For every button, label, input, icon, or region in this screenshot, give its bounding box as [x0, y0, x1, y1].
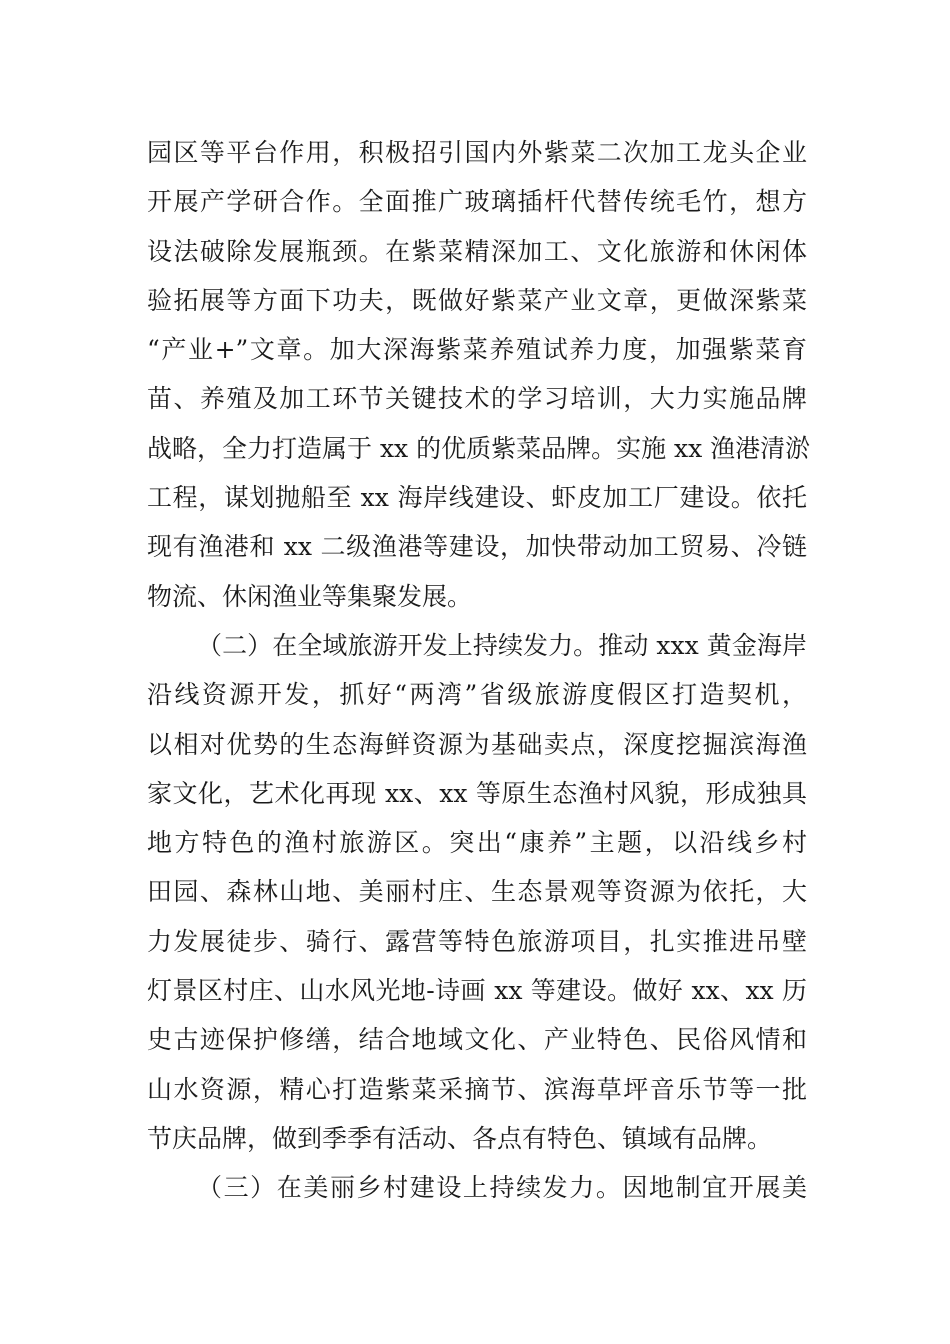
section-heading-line: （三）在美丽乡村建设上持续发力。因地制宜开展美 — [197, 1173, 807, 1203]
text-line: 史古迹保护修缮，结合地域文化、产业特色、民俗风情和 — [147, 1025, 807, 1055]
text-line: 灯景区村庄、山水风光地-诗画 xx 等建设。做好 xx、xx 历 — [147, 976, 807, 1006]
text-line: 物流、休闲渔业等集聚发展。 — [147, 581, 473, 611]
text-line: 地方特色的渔村旅游区。突出“康养”主题，以沿线乡村 — [147, 828, 807, 858]
text-line: 田园、森林山地、美丽村庄、生态景观等资源为依托，大 — [147, 877, 807, 907]
text-line: 战略，全力打造属于 xx 的优质紫菜品牌。实施 xx 渔港清淤 — [147, 433, 811, 463]
body-text — [147, 128, 811, 1213]
text-line: 开展产学研合作。全面推广玻璃插杆代替传统毛竹，想方 — [147, 187, 807, 217]
text-line: 设法破除发展瓶颈。在紫菜精深加工、文化旅游和休闲体 — [147, 236, 807, 266]
text-line: 家文化，艺术化再现 xx、xx 等原生态渔村风貌，形成独具 — [147, 778, 807, 808]
section-heading-line: （二）在全域旅游开发上持续发力。推动 xxx 黄金海岸 — [197, 630, 807, 660]
text-line: 沿线资源开发，抓好“两湾”省级旅游度假区打造契机， — [147, 680, 807, 710]
text-line: 验拓展等方面下功夫，既做好紫菜产业文章，更做深紫菜 — [147, 285, 807, 315]
text-line: 工程，谋划抛船至 xx 海岸线建设、虾皮加工厂建设。依托 — [147, 483, 807, 513]
text-line: 园区等平台作用，积极招引国内外紫菜二次加工龙头企业 — [147, 138, 807, 167]
text-line: 以相对优势的生态海鲜资源为基础卖点，深度挖掘滨海渔 — [147, 729, 807, 759]
text-line: 山水资源，精心打造紫菜采摘节、滨海草坪音乐节等一批 — [147, 1074, 807, 1104]
text-line: 节庆品牌，做到季季有活动、各点有特色、镇域有品牌。 — [147, 1123, 773, 1153]
text-line: 苗、养殖及加工环节关键技术的学习培训，大力实施品牌 — [147, 384, 807, 414]
text-line: 现有渔港和 xx 二级渔港等建设，加快带动加工贸易、冷链 — [147, 532, 807, 562]
text-line: “产业+”文章。加大深海紫菜养殖试养力度，加强紫菜育 — [147, 335, 807, 365]
text-line: 力发展徒步、骑行、露营等特色旅游项目，扎实推进吊壁 — [147, 926, 807, 956]
